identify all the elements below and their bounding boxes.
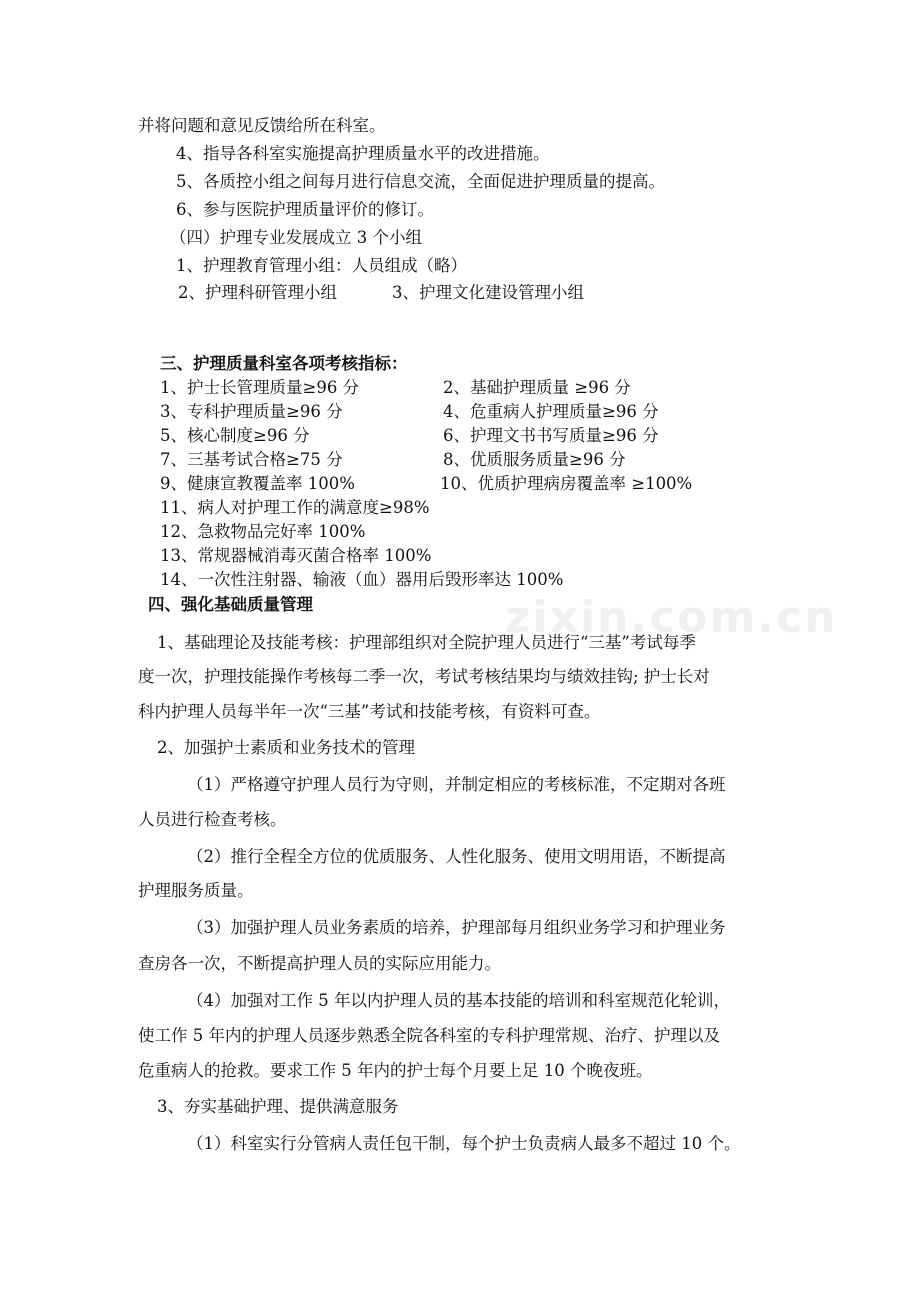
paragraph-line: 人员进行检查考核。	[138, 810, 287, 829]
indicator-right: 8、优质服务质量≥96 分	[443, 450, 626, 469]
indicator-left: 1、护士长管理质量≥96 分	[160, 378, 360, 397]
indicator-line: 13、常规器械消毒灭菌合格率 100%	[160, 546, 432, 565]
paragraph-line: （2）推行全程全方位的优质服务、人性化服务、使用文明用语，不断提高	[187, 847, 726, 866]
text-line: 4、指导各科室实施提高护理质量水平的改进措施。	[176, 144, 550, 163]
indicator-right: 4、危重病人护理质量≥96 分	[443, 402, 659, 421]
group-line-right: 3、护理文化建设管理小组	[392, 283, 584, 302]
indicator-left: 5、核心制度≥96 分	[160, 426, 310, 445]
paragraph-line: （1）严格遵守护理人员行为守则，并制定相应的考核标准，不定期对各班	[187, 775, 726, 794]
paragraph-line: 查房各一次，不断提高护理人员的实际应用能力。	[138, 954, 501, 973]
paragraph-line: 护理服务质量。	[138, 881, 254, 900]
indicator-left: 7、三基考试合格≥75 分	[160, 450, 343, 469]
indicator-line: 12、急救物品完好率 100%	[160, 522, 366, 541]
indicator-left: 9、健康宣教覆盖率 100%	[160, 474, 355, 493]
text-line: 1、护理教育管理小组：人员组成（略）	[176, 256, 467, 275]
text-line: 6、参与医院护理质量评价的修订。	[176, 200, 434, 219]
paragraph-line: 2、加强护士素质和业务技术的管理	[157, 738, 415, 757]
paragraph-line: 危重病人的抢救。要求工作 5 年内的护士每个月要上足 10 个晚夜班。	[138, 1061, 653, 1080]
paragraph-line: 度一次，护理技能操作考核每二季一次，考试考核结果均与绩效挂钩; 护士长对	[138, 667, 710, 686]
paragraph-line: 使工作 5 年内的护理人员逐步熟悉全院各科室的专科护理常规、治疗、护理以及	[138, 1026, 720, 1045]
indicator-right: 6、护理文书书写质量≥96 分	[443, 426, 659, 445]
section-heading: 三、护理质量科室各项考核指标：	[160, 354, 408, 373]
text-line: 并将问题和意见反馈给所在科室。	[138, 116, 386, 135]
paragraph-line: 科内护理人员每半年一次“三基”考试和技能考核，有资料可查。	[138, 702, 601, 721]
group-line	[178, 282, 337, 304]
paragraph-line: 1、基础理论及技能考核：护理部组织对全院护理人员进行“三基”考试每季	[157, 633, 696, 652]
text-line: （四）护理专业发展成立 3 个小组	[170, 228, 422, 247]
indicator-left: 3、专科护理质量≥96 分	[160, 402, 343, 421]
indicator-right: 2、基础护理质量 ≥96 分	[443, 378, 631, 397]
paragraph-line: 3、夯实基础护理、提供满意服务	[157, 1097, 399, 1116]
group-left: 2、护理科研管理小组	[178, 283, 337, 302]
indicator-right: 10、优质护理病房覆盖率 ≥100%	[440, 474, 693, 493]
paragraph-line: （4）加强对工作 5 年以内护理人员的基本技能的培训和科室规范化轮训，	[187, 991, 730, 1010]
paragraph-line: （3）加强护理人员业务素质的培养，护理部每月组织业务学习和护理业务	[187, 918, 726, 937]
paragraph-line: （1）科室实行分管病人责任包干制，每个护士负责病人最多不超过 10 个。	[187, 1134, 741, 1153]
indicator-line: 14、一次性注射器、输液（血）器用后毁形率达 100%	[160, 570, 564, 589]
section-heading: 四、强化基础质量管理	[148, 595, 313, 614]
indicator-line: 11、病人对护理工作的满意度≥98%	[160, 498, 430, 517]
watermark: zixin.com.cn	[505, 592, 838, 643]
text-line: 5、各质控小组之间每月进行信息交流，全面促进护理质量的提高。	[176, 172, 665, 191]
